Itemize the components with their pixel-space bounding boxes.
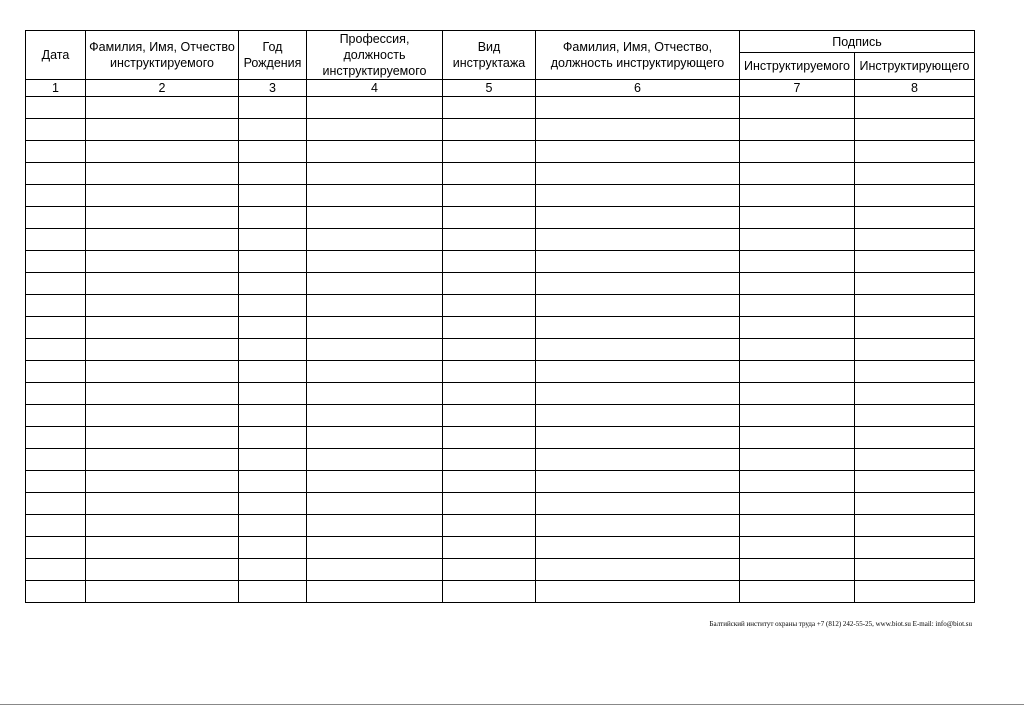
table-cell[interactable] xyxy=(239,383,307,405)
table-cell[interactable] xyxy=(26,295,86,317)
table-cell[interactable] xyxy=(855,141,975,163)
table-cell[interactable] xyxy=(443,537,536,559)
column-number: 8 xyxy=(855,80,975,97)
column-number: 5 xyxy=(443,80,536,97)
table-cell[interactable] xyxy=(86,559,239,581)
table-cell[interactable] xyxy=(536,581,740,603)
table-cell[interactable] xyxy=(239,295,307,317)
table-row xyxy=(26,185,975,207)
table-cell[interactable] xyxy=(443,251,536,273)
column-number: 7 xyxy=(740,80,855,97)
table-cell[interactable] xyxy=(536,119,740,141)
table-cell[interactable] xyxy=(86,119,239,141)
table-cell[interactable] xyxy=(443,383,536,405)
header-briefing-type: Вид инструктажа xyxy=(443,31,536,80)
table-cell[interactable] xyxy=(86,361,239,383)
table-row xyxy=(26,97,975,119)
table-cell[interactable] xyxy=(26,449,86,471)
column-number: 4 xyxy=(307,80,443,97)
table-cell[interactable] xyxy=(855,185,975,207)
header-instructor: Фамилия, Имя, Отчество, должность инструктирующего xyxy=(536,31,740,80)
table-cell[interactable] xyxy=(855,119,975,141)
table-cell[interactable] xyxy=(26,229,86,251)
table-cell[interactable] xyxy=(239,141,307,163)
table-cell[interactable] xyxy=(307,339,443,361)
table-cell[interactable] xyxy=(740,427,855,449)
table-cell[interactable] xyxy=(86,471,239,493)
table-cell[interactable] xyxy=(239,515,307,537)
column-number: 3 xyxy=(239,80,307,97)
table-cell[interactable] xyxy=(443,185,536,207)
table-cell[interactable] xyxy=(740,141,855,163)
table-cell[interactable] xyxy=(26,97,86,119)
table-row xyxy=(26,141,975,163)
table-cell[interactable] xyxy=(855,207,975,229)
table-cell[interactable] xyxy=(86,581,239,603)
table-cell[interactable] xyxy=(307,515,443,537)
table-cell[interactable] xyxy=(307,581,443,603)
table-cell[interactable] xyxy=(536,97,740,119)
table-cell[interactable] xyxy=(26,493,86,515)
table-cell[interactable] xyxy=(86,339,239,361)
table-cell[interactable] xyxy=(307,471,443,493)
table-cell[interactable] xyxy=(740,581,855,603)
table-cell[interactable] xyxy=(239,537,307,559)
table-cell[interactable] xyxy=(855,339,975,361)
table-cell[interactable] xyxy=(443,581,536,603)
table-cell[interactable] xyxy=(536,295,740,317)
table-cell[interactable] xyxy=(740,493,855,515)
header-profession: Профессия, должность инструктируемого xyxy=(307,31,443,80)
table-cell[interactable] xyxy=(26,317,86,339)
table-cell[interactable] xyxy=(855,251,975,273)
table-cell[interactable] xyxy=(536,251,740,273)
table-cell[interactable] xyxy=(443,97,536,119)
table-cell[interactable] xyxy=(86,515,239,537)
table-cell[interactable] xyxy=(239,493,307,515)
table-cell[interactable] xyxy=(307,559,443,581)
table-cell[interactable] xyxy=(536,515,740,537)
table-cell[interactable] xyxy=(86,317,239,339)
table-row xyxy=(26,119,975,141)
table-row xyxy=(26,273,975,295)
table-body xyxy=(26,97,975,603)
table-cell[interactable] xyxy=(239,185,307,207)
table-cell[interactable] xyxy=(740,273,855,295)
instruction-log-table xyxy=(25,30,975,603)
table-cell[interactable] xyxy=(86,405,239,427)
table-cell[interactable] xyxy=(86,229,239,251)
table-cell[interactable] xyxy=(443,273,536,295)
table-cell[interactable] xyxy=(86,493,239,515)
table-cell[interactable] xyxy=(307,273,443,295)
table-row xyxy=(26,229,975,251)
table-row xyxy=(26,537,975,559)
table-cell[interactable] xyxy=(307,163,443,185)
table-cell[interactable] xyxy=(855,405,975,427)
table-cell[interactable] xyxy=(307,537,443,559)
table-cell[interactable] xyxy=(443,229,536,251)
table-row xyxy=(26,295,975,317)
table-cell[interactable] xyxy=(536,537,740,559)
header-signature: Подпись xyxy=(740,31,975,53)
table-cell[interactable] xyxy=(855,471,975,493)
table-cell[interactable] xyxy=(740,295,855,317)
table-cell[interactable] xyxy=(536,427,740,449)
table-row xyxy=(26,339,975,361)
table-cell[interactable] xyxy=(239,427,307,449)
table-cell[interactable] xyxy=(26,207,86,229)
table-cell[interactable] xyxy=(26,427,86,449)
table-cell[interactable] xyxy=(855,383,975,405)
table-cell[interactable] xyxy=(740,471,855,493)
table-cell[interactable] xyxy=(443,471,536,493)
table-cell[interactable] xyxy=(855,559,975,581)
table-cell[interactable] xyxy=(86,273,239,295)
table-cell[interactable] xyxy=(855,229,975,251)
table-cell[interactable] xyxy=(26,163,86,185)
table-cell[interactable] xyxy=(740,119,855,141)
table-row xyxy=(26,383,975,405)
table-cell[interactable] xyxy=(740,405,855,427)
table-cell[interactable] xyxy=(443,317,536,339)
footer-contact-note: Балтийский институт охраны труда +7 (812) 242-55-25, www.biot.su E-mail: info@biot.su xyxy=(709,620,972,628)
table-cell[interactable] xyxy=(855,361,975,383)
table-cell[interactable] xyxy=(443,339,536,361)
table-cell[interactable] xyxy=(26,119,86,141)
table-cell[interactable] xyxy=(307,405,443,427)
table-cell[interactable] xyxy=(536,493,740,515)
table-cell[interactable] xyxy=(443,119,536,141)
table-cell[interactable] xyxy=(239,559,307,581)
table-cell[interactable] xyxy=(740,361,855,383)
table-cell[interactable] xyxy=(536,185,740,207)
table-cell[interactable] xyxy=(307,97,443,119)
table-cell[interactable] xyxy=(740,163,855,185)
table-cell[interactable] xyxy=(86,251,239,273)
column-number-row xyxy=(26,80,975,97)
table-cell[interactable] xyxy=(26,515,86,537)
table-cell[interactable] xyxy=(855,581,975,603)
table-cell[interactable] xyxy=(443,141,536,163)
header-signature-trainee: Инструктируемого xyxy=(740,53,855,80)
table-cell[interactable] xyxy=(26,405,86,427)
table-cell[interactable] xyxy=(855,449,975,471)
table-cell[interactable] xyxy=(740,449,855,471)
table-cell[interactable] xyxy=(855,97,975,119)
table-cell[interactable] xyxy=(536,471,740,493)
table-cell[interactable] xyxy=(26,141,86,163)
table-cell[interactable] xyxy=(307,317,443,339)
table-row xyxy=(26,471,975,493)
header-date: Дата xyxy=(26,31,86,80)
table-cell[interactable] xyxy=(536,383,740,405)
page-bottom-divider xyxy=(0,704,1024,705)
table-cell[interactable] xyxy=(443,427,536,449)
table-cell[interactable] xyxy=(307,251,443,273)
table-cell[interactable] xyxy=(239,207,307,229)
table-cell[interactable] xyxy=(536,229,740,251)
table-cell[interactable] xyxy=(26,581,86,603)
table-cell[interactable] xyxy=(26,471,86,493)
table-cell[interactable] xyxy=(307,141,443,163)
table-cell[interactable] xyxy=(443,559,536,581)
column-number: 2 xyxy=(86,80,239,97)
table-cell[interactable] xyxy=(740,559,855,581)
table-cell[interactable] xyxy=(307,383,443,405)
table-cell[interactable] xyxy=(855,317,975,339)
table-cell[interactable] xyxy=(239,251,307,273)
table-cell[interactable] xyxy=(443,515,536,537)
table-cell[interactable] xyxy=(26,537,86,559)
table-cell[interactable] xyxy=(536,273,740,295)
table-cell[interactable] xyxy=(536,339,740,361)
table-cell[interactable] xyxy=(536,141,740,163)
table-cell[interactable] xyxy=(740,515,855,537)
table-cell[interactable] xyxy=(740,317,855,339)
table-cell[interactable] xyxy=(26,361,86,383)
table-cell[interactable] xyxy=(239,471,307,493)
table-cell[interactable] xyxy=(239,273,307,295)
table-cell[interactable] xyxy=(307,207,443,229)
table-cell[interactable] xyxy=(26,383,86,405)
header-trainee-name: Фамилия, Имя, Отчество инструктируемого xyxy=(86,31,239,80)
table-cell[interactable] xyxy=(740,97,855,119)
table-cell[interactable] xyxy=(239,163,307,185)
table-cell[interactable] xyxy=(307,119,443,141)
table-cell[interactable] xyxy=(740,185,855,207)
table-cell[interactable] xyxy=(740,537,855,559)
table-cell[interactable] xyxy=(307,449,443,471)
table-cell[interactable] xyxy=(86,141,239,163)
table-cell[interactable] xyxy=(86,295,239,317)
table-cell[interactable] xyxy=(239,317,307,339)
table-row xyxy=(26,251,975,273)
table-cell[interactable] xyxy=(536,449,740,471)
table-cell[interactable] xyxy=(307,427,443,449)
table-cell[interactable] xyxy=(239,449,307,471)
table-cell[interactable] xyxy=(443,405,536,427)
table-cell[interactable] xyxy=(443,163,536,185)
column-number: 6 xyxy=(536,80,740,97)
table-cell[interactable] xyxy=(855,537,975,559)
table-cell[interactable] xyxy=(855,427,975,449)
table-cell[interactable] xyxy=(740,339,855,361)
header-signature-instructor: Инструктирующего xyxy=(855,53,975,80)
table-row xyxy=(26,515,975,537)
table-cell[interactable] xyxy=(443,449,536,471)
table-cell[interactable] xyxy=(855,493,975,515)
table-cell[interactable] xyxy=(740,229,855,251)
table-cell[interactable] xyxy=(855,295,975,317)
table-cell[interactable] xyxy=(239,581,307,603)
table-cell[interactable] xyxy=(443,361,536,383)
table-cell[interactable] xyxy=(536,163,740,185)
table-cell[interactable] xyxy=(26,273,86,295)
table-cell[interactable] xyxy=(307,185,443,207)
table-cell[interactable] xyxy=(26,339,86,361)
table-cell[interactable] xyxy=(307,295,443,317)
table-cell[interactable] xyxy=(26,559,86,581)
table-row xyxy=(26,559,975,581)
table-row xyxy=(26,581,975,603)
table-cell[interactable] xyxy=(740,251,855,273)
table-cell[interactable] xyxy=(855,163,975,185)
table-cell[interactable] xyxy=(86,449,239,471)
table-cell[interactable] xyxy=(443,207,536,229)
table-row xyxy=(26,427,975,449)
table-row xyxy=(26,405,975,427)
table-cell[interactable] xyxy=(536,361,740,383)
table-cell[interactable] xyxy=(536,405,740,427)
table-cell[interactable] xyxy=(239,229,307,251)
table-cell[interactable] xyxy=(855,515,975,537)
table-row xyxy=(26,163,975,185)
table-cell[interactable] xyxy=(86,383,239,405)
table-cell[interactable] xyxy=(239,339,307,361)
table-cell[interactable] xyxy=(26,185,86,207)
table-row xyxy=(26,317,975,339)
table-cell[interactable] xyxy=(855,273,975,295)
table-cell[interactable] xyxy=(86,207,239,229)
table-cell[interactable] xyxy=(239,361,307,383)
table-cell[interactable] xyxy=(26,251,86,273)
table-cell[interactable] xyxy=(86,163,239,185)
table-row xyxy=(26,361,975,383)
table-cell[interactable] xyxy=(443,493,536,515)
table-cell[interactable] xyxy=(307,229,443,251)
table-cell[interactable] xyxy=(239,119,307,141)
table-cell[interactable] xyxy=(536,559,740,581)
table-cell[interactable] xyxy=(307,361,443,383)
table-cell[interactable] xyxy=(536,317,740,339)
table-cell[interactable] xyxy=(740,383,855,405)
table-cell[interactable] xyxy=(307,493,443,515)
table-cell[interactable] xyxy=(740,207,855,229)
table-row xyxy=(26,207,975,229)
table-cell[interactable] xyxy=(536,207,740,229)
table-cell[interactable] xyxy=(239,97,307,119)
header-birth-year: Год Рождения xyxy=(239,31,307,80)
table-cell[interactable] xyxy=(86,427,239,449)
table-row xyxy=(26,493,975,515)
table-cell[interactable] xyxy=(86,185,239,207)
table-cell[interactable] xyxy=(86,537,239,559)
table-cell[interactable] xyxy=(239,405,307,427)
column-number: 1 xyxy=(26,80,86,97)
table-cell[interactable] xyxy=(86,97,239,119)
table-row xyxy=(26,449,975,471)
table-cell[interactable] xyxy=(443,295,536,317)
